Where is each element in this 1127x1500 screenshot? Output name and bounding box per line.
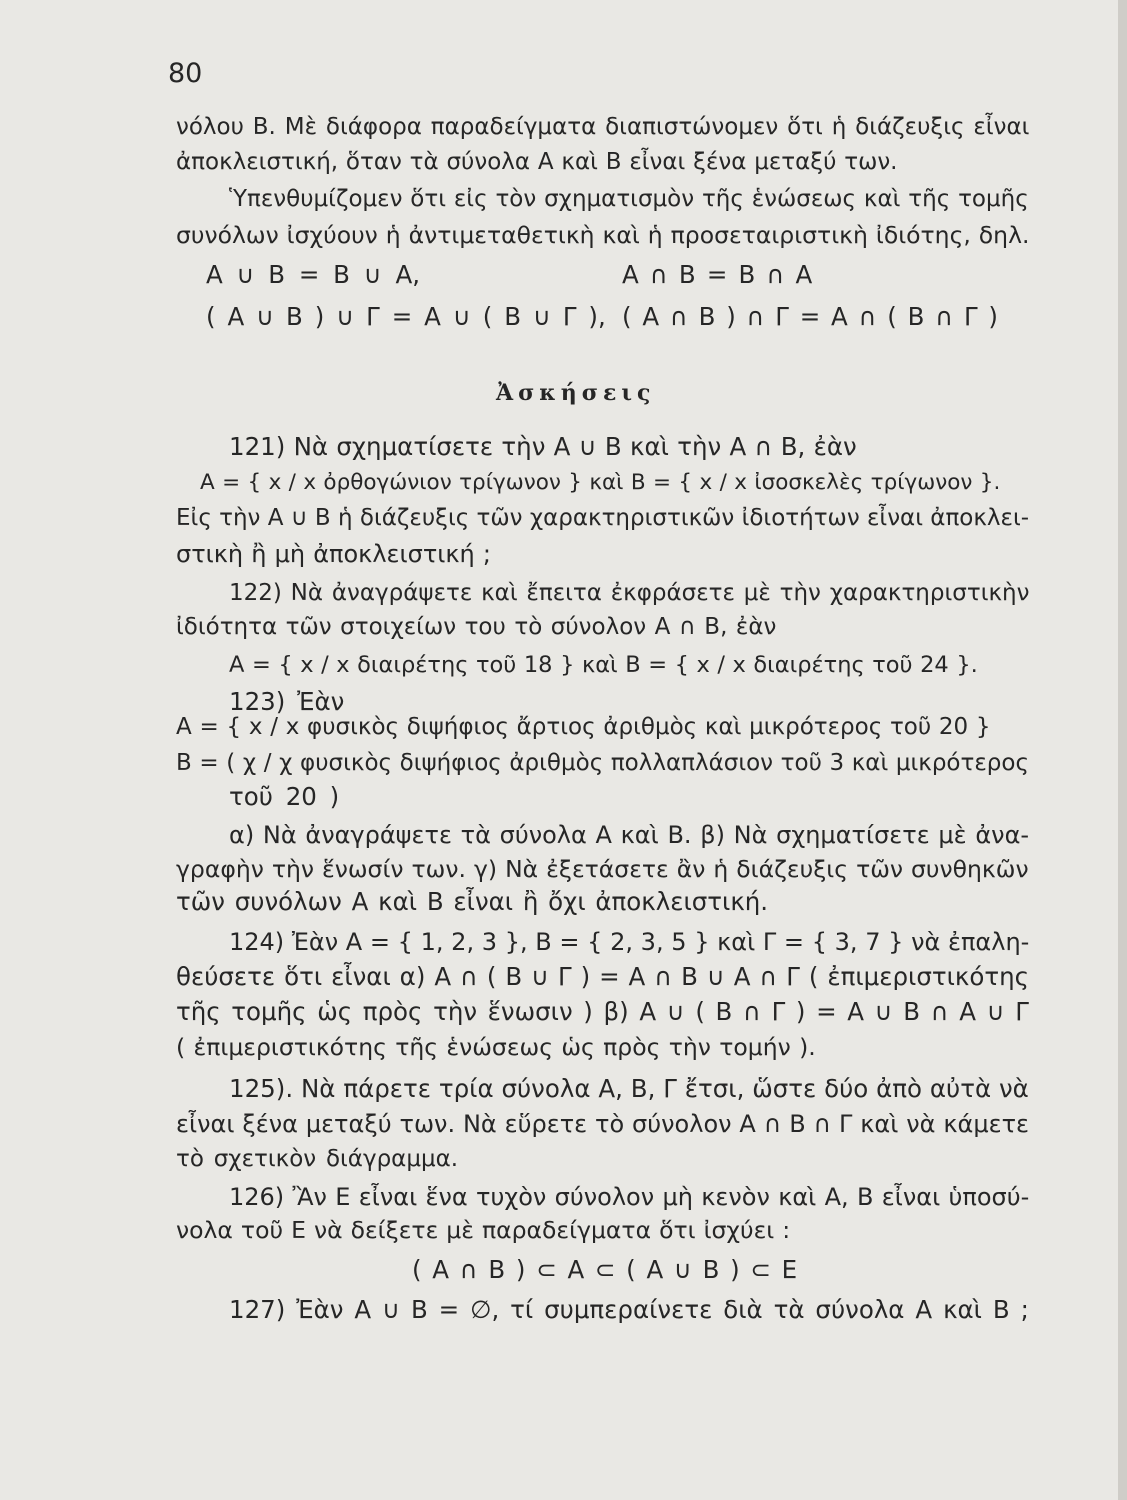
text-line: τὸ σχετικὸν διάγραμμα. [176, 1146, 459, 1172]
text-line: Α = { x / x φυσικὸς διψήφιος ἄρτιος ἀριθμὸς καὶ μικρότερος τοῦ 20 } [176, 714, 991, 740]
exercise-122: 122) Νὰ ἀναγράψετε καὶ ἔπειτα ἐκφράσετε μὲ τὴν χαρακτηριστικὴν [229, 580, 1030, 606]
text-line: τῆς τομῆς ὡς πρὸς τὴν ἕνωσιν ) β) Α ∪ ( Β ∩ Γ ) = Α ∪ Β ∩ Α ∪ Γ [176, 997, 1029, 1026]
text-line: Α = { x / x διαιρέτης τοῦ 18 } καὶ Β = { x / x διαιρέτης τοῦ 24 }. [229, 652, 978, 678]
page-edge-shadow [1118, 0, 1127, 1500]
section-heading: Ἀσκήσεις [496, 380, 656, 406]
text-line: ( ἐπιμεριστικότης τῆς ἑνώσεως ὡς πρὸς τὴν τομήν ). [176, 1033, 816, 1061]
text-line: στικὴ ἢ μὴ ἀποκλειστική ; [176, 540, 491, 568]
text-line: ἀποκλειστική, ὅταν τὰ σύνολα Α καὶ Β εἶναι ξένα μεταξύ των. [176, 149, 898, 175]
text-line: Β = ( χ / χ φυσικὸς διψήφιος ἀριθμὸς πολλαπλάσιον τοῦ 3 καὶ μικρότερος [176, 750, 1029, 776]
text-line: νολα τοῦ Ε νὰ δείξετε μὲ παραδείγματα ὅτι ἰσχύει : [176, 1216, 791, 1244]
formula-intersection-associative: ( Α ∩ Β ) ∩ Γ = Α ∩ ( Β ∩ Γ ) [622, 302, 998, 331]
exercise-124: 124) Ἐὰν Α = { 1, 2, 3 }, Β = { 2, 3, 5 } καὶ Γ = { 3, 7 } νὰ ἐπαλη- [229, 928, 1030, 956]
exercise-123: 123) Ἐὰν [229, 687, 345, 716]
text-line: τοῦ 20 ) [229, 782, 340, 811]
formula-intersection-commutative: Α ∩ Β = Β ∩ Α [622, 260, 813, 289]
text-line: θεύσετε ὅτι εἶναι α) Α ∩ ( Β ∪ Γ ) = Α ∩ Β ∪ Α ∩ Γ ( ἐπιμεριστικότης [176, 962, 1029, 991]
exercise-126: 126) Ἂν Ε εἶναι ἕνα τυχὸν σύνολον μὴ κενὸν καὶ Α, Β εἶναι ὑποσύ- [229, 1183, 1030, 1211]
text-line: α) Νὰ ἀναγράψετε τὰ σύνολα Α καὶ Β. β) Νὰ σχηματίσετε μὲ ἀνα- [229, 821, 1030, 849]
text-line: Ὑπενθυμίζομεν ὅτι εἰς τὸν σχηματισμὸν τῆς ἑνώσεως καὶ τῆς τομῆς [229, 186, 1029, 212]
exercise-125: 125). Νὰ πάρετε τρία σύνολα Α, Β, Γ ἔτσι, ὥστε δύο ἀπὸ αὐτὰ νὰ [229, 1074, 1029, 1103]
text-line: εἶναι ξένα μεταξύ των. Νὰ εὕρετε τὸ σύνολον Α ∩ Β ∩ Γ καὶ νὰ κάμετε [176, 1110, 1030, 1138]
exercise-127: 127) Ἐὰν Α ∪ Β = ∅, τί συμπεραίνετε διὰ τὰ σύνολα Α καὶ Β ; [229, 1295, 1029, 1324]
formula-union-associative: ( Α ∪ Β ) ∪ Γ = Α ∪ ( Β ∪ Γ ), [206, 302, 606, 331]
text-line: ἰδιότητα τῶν στοιχείων του τὸ σύνολον Α ∩ Β, ἐὰν [176, 614, 777, 640]
exercise-121: 121) Νὰ σχηματίσετε τὴν Α ∪ Β καὶ τὴν Α ∩ Β, ἐὰν [229, 432, 857, 461]
text-line: νόλου Β. Μὲ διάφορα παραδείγματα διαπιστώνομεν ὅτι ἡ διάζευξις εἶναι [176, 114, 1030, 140]
formula-inclusion-chain: ( Α ∩ Β ) ⊂ Α ⊂ ( Α ∪ Β ) ⊂ Ε [412, 1255, 798, 1284]
text-line: Εἰς τὴν Α ∪ Β ἡ διάζευξις τῶν χαρακτηριστικῶν ἰδιοτήτων εἶναι ἀποκλει- [176, 505, 1030, 531]
text-line: γραφὴν τὴν ἕνωσίν των. γ) Νὰ ἐξετάσετε ἂν ἡ διάζευξις τῶν συνθηκῶν [176, 855, 1029, 883]
text-line: τῶν συνόλων Α καὶ Β εἶναι ἢ ὄχι ἀποκλειστική. [176, 887, 769, 916]
text-line: Α = { x / x ὀρθογώνιον τρίγωνον } καὶ Β = { x / x ἰσοσκελὲς τρίγωνον }. [200, 470, 1001, 495]
text-line: συνόλων ἰσχύουν ἡ ἀντιμεταθετικὴ καὶ ἡ προσεταιριστικὴ ἰδιότης, δηλ. [176, 221, 1030, 249]
formula-union-commutative: Α ∪ Β = Β ∪ Α, [206, 260, 421, 289]
page-number: 80 [168, 58, 203, 89]
